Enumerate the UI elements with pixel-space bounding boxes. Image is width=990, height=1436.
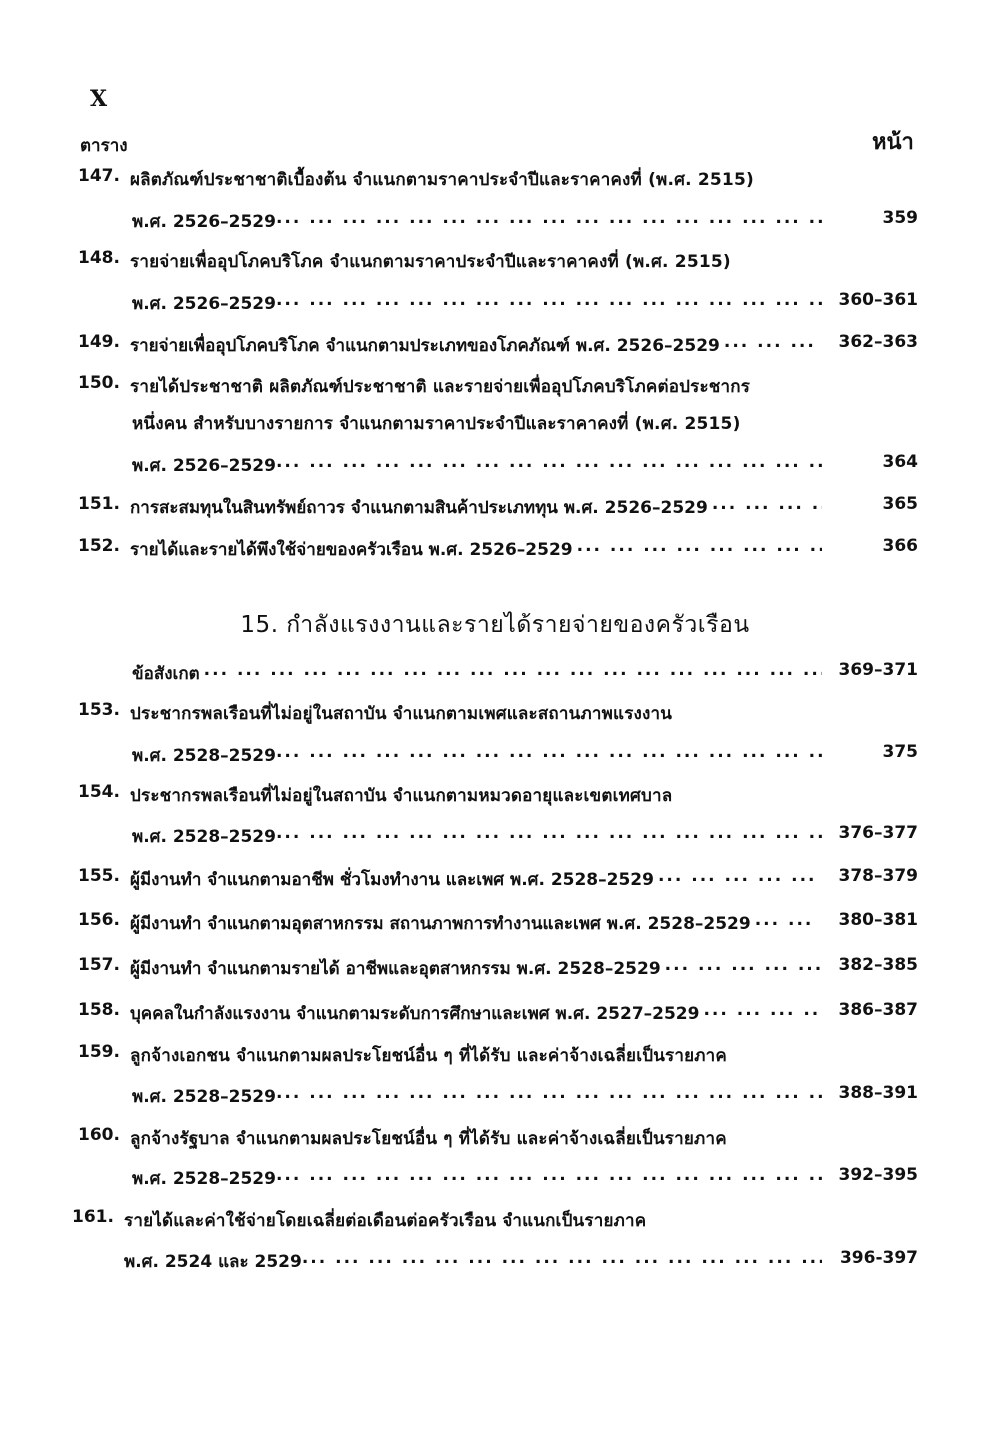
entry-years: พ.ศ. 2526–2529 — [132, 294, 276, 314]
entry-title: ประชากรพลเรือนที่ไม่อยู่ในสถาบัน จำแนกตามหมวดอายุและเขตเทศบาล — [130, 786, 673, 806]
dot-leader — [130, 332, 822, 359]
notes-label: ข้อสังเกต — [132, 664, 200, 684]
entry-number: 153. — [78, 700, 120, 720]
entry-title: ผู้มีงานทำ จำแนกตามอุตสาหกรรม สถานภาพการทำงานและเพศ พ.ศ. 2528–2529 — [130, 914, 751, 934]
entry-page: 362–363 — [838, 332, 918, 352]
entry-page: 380–381 — [838, 910, 918, 930]
entry-title: ประชากรพลเรือนที่ไม่อยู่ในสถาบัน จำแนกตามเพศและสถานภาพแรงงาน — [130, 704, 673, 724]
entry-number: 155. — [78, 866, 120, 886]
dot-leader — [132, 1083, 822, 1110]
entry-number: 159. — [78, 1042, 120, 1062]
toc-entry-147-leader-line — [0, 208, 990, 238]
toc-entry-158 — [0, 1000, 990, 1030]
toc-entry-154-leader-line — [0, 823, 990, 853]
toc-entry-153-title-line — [0, 700, 990, 730]
toc-entry-157 — [0, 955, 990, 985]
entry-number: 152. — [78, 536, 120, 556]
entry-title: รายได้และรายได้พึงใช้จ่ายของครัวเรือน พ.ศ. 2526–2529 — [130, 540, 573, 560]
entry-years: พ.ศ. 2528–2529 — [132, 1169, 276, 1189]
entry-years: พ.ศ. 2526–2529 — [132, 456, 276, 476]
entry-number: 147. — [78, 166, 120, 186]
toc-entry-155 — [0, 866, 990, 896]
entry-title: การสะสมทุนในสินทรัพย์ถาวร จำแนกตามสินค้าประเภททุน พ.ศ. 2526–2529 — [130, 498, 708, 518]
entry-number: 156. — [78, 910, 120, 930]
entry-page: 369–371 — [838, 660, 918, 680]
toc-entry-161-title-line — [0, 1207, 990, 1237]
entry-title: รายจ่ายเพื่ออุปโภคบริโภค จำแนกตามประเภทของโภคภัณฑ์ พ.ศ. 2526–2529 — [130, 336, 720, 356]
dot-leader — [132, 208, 822, 235]
dot-leader — [132, 452, 822, 479]
entry-page: 396-397 — [839, 1248, 918, 1268]
entry-number: 148. — [78, 248, 120, 268]
dot-leader — [132, 823, 822, 850]
toc-entry-159-leader-line — [0, 1083, 990, 1113]
entry-title: ลูกจ้างรัฐบาล จำแนกตามผลประโยชน์อื่น ๆ ที่ได้รับ และค่าจ้างเฉลี่ยเป็นรายภาค — [130, 1129, 727, 1149]
entry-page: 375 — [882, 742, 918, 762]
entry-number: 157. — [78, 955, 120, 975]
entry-title: บุคคลในกำลังแรงงาน จำแนกตามระดับการศึกษาและเพศ พ.ศ. 2527–2529 — [130, 1004, 700, 1024]
entry-page: 378–379 — [838, 866, 918, 886]
dot-leader — [132, 290, 822, 317]
toc-entry-159-title-line — [0, 1042, 990, 1072]
dot-leader — [130, 866, 822, 893]
entry-page: 365 — [882, 494, 918, 514]
entry-page: 364 — [882, 452, 918, 472]
toc-entry-160-leader-line — [0, 1165, 990, 1195]
dot-leader — [130, 494, 822, 521]
entry-title: รายจ่ายเพื่ออุปโภคบริโภค จำแนกตามราคาประจำปีและราคาคงที่ (พ.ศ. 2515) — [130, 252, 731, 272]
column-heading-table: ตาราง — [80, 136, 128, 156]
entry-years: พ.ศ. 2526–2529 — [132, 212, 276, 232]
entry-years: พ.ศ. 2528–2529 — [132, 827, 276, 847]
entry-title: รายได้ประชาชาติ ผลิตภัณฑ์ประชาชาติ และรายจ่ายเพื่ออุปโภคบริโภคต่อประชากร — [130, 377, 751, 397]
entry-page: 359 — [882, 208, 918, 228]
dot-leader — [130, 955, 822, 982]
column-heading-page: หน้า — [872, 130, 914, 155]
entry-page: 388–391 — [838, 1083, 918, 1103]
entry-number: 160. — [78, 1125, 120, 1145]
entry-years: พ.ศ. 2528–2529 — [132, 1087, 276, 1107]
toc-entry-156 — [0, 910, 990, 940]
entry-number: 161. — [72, 1207, 114, 1227]
dot-leader — [130, 536, 822, 563]
entry-page: 392–395 — [838, 1165, 918, 1185]
entry-title: ผลิตภัณฑ์ประชาชาติเบื้องต้น จำแนกตามราคาประจำปีและราคาคงที่ (พ.ศ. 2515) — [130, 170, 754, 190]
entry-number: 149. — [78, 332, 120, 352]
toc-entry-notes — [0, 660, 990, 690]
roman-page-number: X — [90, 86, 108, 112]
toc-entry-150-leader-line — [0, 452, 990, 482]
entry-years: พ.ศ. 2524 และ 2529 — [124, 1252, 302, 1272]
toc-entry-150-title-line — [0, 373, 990, 403]
toc-entry-151 — [0, 494, 990, 524]
entry-title-continued: หนึ่งคน สำหรับบางรายการ จำแนกตามราคาประจำปีและราคาคงที่ (พ.ศ. 2515) — [132, 414, 741, 434]
toc-entry-148-title-line — [0, 248, 990, 278]
entry-years: พ.ศ. 2528–2529 — [132, 746, 276, 766]
entry-page: 376–377 — [838, 823, 918, 843]
toc-entry-149 — [0, 332, 990, 362]
entry-page: 386–387 — [838, 1000, 918, 1020]
entry-number: 150. — [78, 373, 120, 393]
toc-entry-150-title-line-2 — [0, 410, 990, 440]
dot-leader — [132, 660, 822, 687]
toc-entry-153-leader-line — [0, 742, 990, 772]
toc-entry-161-leader-line — [0, 1248, 990, 1278]
entry-page: 366 — [882, 536, 918, 556]
toc-entry-154-title-line — [0, 782, 990, 812]
entry-page: 382–385 — [838, 955, 918, 975]
entry-title: ลูกจ้างเอกชน จำแนกตามผลประโยชน์อื่น ๆ ที่ได้รับ และค่าจ้างเฉลี่ยเป็นรายภาค — [130, 1046, 727, 1066]
entry-number: 151. — [78, 494, 120, 514]
entry-page: 360–361 — [838, 290, 918, 310]
entry-title: ผู้มีงานทำ จำแนกตามรายได้ อาชีพและอุตสาหกรรม พ.ศ. 2528–2529 — [130, 959, 661, 979]
entry-number: 154. — [78, 782, 120, 802]
toc-entry-160-title-line — [0, 1125, 990, 1155]
dot-leader — [130, 910, 822, 937]
dot-leader — [130, 1000, 822, 1027]
dot-leader — [132, 742, 822, 769]
dot-leader — [124, 1248, 822, 1275]
section-heading: 15. กำลังแรงงานและรายได้รายจ่ายของครัวเรือน — [240, 612, 750, 638]
toc-entry-148-leader-line — [0, 290, 990, 320]
dot-leader — [132, 1165, 822, 1192]
toc-entry-152 — [0, 536, 990, 566]
toc-entry-147-title-line — [0, 166, 990, 196]
entry-title: ผู้มีงานทำ จำแนกตามอาชีพ ชั่วโมงทำงาน และเพศ พ.ศ. 2528–2529 — [130, 870, 654, 890]
entry-number: 158. — [78, 1000, 120, 1020]
entry-title: รายได้และค่าใช้จ่ายโดยเฉลี่ยต่อเดือนต่อครัวเรือน จำแนกเป็นรายภาค — [124, 1211, 647, 1231]
